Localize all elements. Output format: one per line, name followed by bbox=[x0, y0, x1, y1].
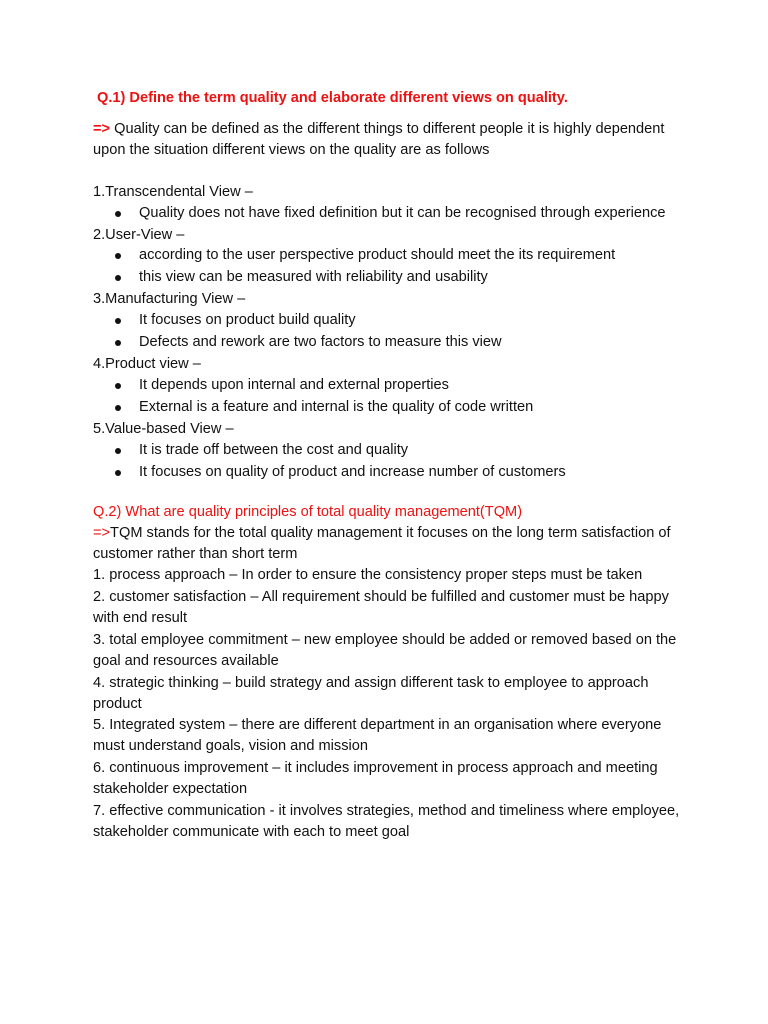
principle-item: 2. customer satisfaction – All requirement should be fulfilled and customer must be happy with end result bbox=[93, 589, 669, 626]
bullet-icon bbox=[115, 448, 121, 454]
bullet-icon bbox=[115, 470, 121, 476]
bullet-icon bbox=[115, 275, 121, 281]
list-item bbox=[139, 397, 693, 418]
view-points-manufacturing bbox=[93, 310, 693, 353]
principle-item: 7. effective communication - it involves strategies, method and timeliness where employee, stakeholder communicate with each to meet goal bbox=[93, 803, 680, 840]
list-item bbox=[139, 332, 693, 353]
bullet-icon bbox=[115, 253, 121, 259]
q1-answer-text: Quality can be defined as the different things to different people it is highly dependent upon the situation different views on the quality are as follows bbox=[93, 120, 665, 158]
q1-answer bbox=[93, 119, 693, 161]
bullet-icon bbox=[115, 405, 121, 411]
bullet-text: according to the user perspective product should meet the its requirement bbox=[139, 247, 616, 264]
bullet-text: It focuses on product build quality bbox=[139, 312, 356, 329]
view-points-value-based bbox=[93, 440, 693, 483]
list-item bbox=[139, 267, 693, 288]
bullet-text: External is a feature and internal is the quality of code written bbox=[139, 398, 534, 415]
view-heading-transcendental: 1.Transcendental View – bbox=[93, 183, 253, 200]
bullet-text: It focuses on quality of product and increase number of customers bbox=[139, 463, 566, 480]
principle-item: 3. total employee commitment – new employee should be added or removed based on the goal and resources available bbox=[93, 631, 677, 669]
principle-item: 5. Integrated system – there are different department in an organisation where everyone must understand goals, vision and mission bbox=[93, 717, 662, 755]
bullet-text: this view can be measured with reliability and usability bbox=[139, 269, 488, 286]
list-item bbox=[139, 310, 693, 331]
q1-title: Q.1) Define the term quality and elaborate different views on quality. bbox=[97, 90, 568, 106]
q2-answer-arrow: => bbox=[93, 525, 111, 542]
list-item bbox=[139, 245, 693, 266]
principle-item: 4. strategic thinking – build strategy and assign different task to employee to approach product bbox=[93, 674, 649, 712]
bullet-text: It depends upon internal and external properties bbox=[139, 376, 449, 393]
document-body bbox=[93, 88, 693, 844]
bullet-icon bbox=[115, 383, 121, 389]
view-heading-product: 4.Product view – bbox=[93, 355, 201, 372]
q2-answer bbox=[93, 523, 693, 565]
list-item bbox=[139, 203, 693, 224]
bullet-text: Quality does not have fixed definition but it can be recognised through experience bbox=[139, 204, 666, 221]
list-item bbox=[139, 440, 693, 461]
view-points-transcendental bbox=[93, 203, 693, 224]
bullet-text: Defects and rework are two factors to measure this view bbox=[139, 334, 502, 351]
list-item bbox=[139, 462, 693, 483]
q2-title: Q.2) What are quality principles of total quality management(TQM) bbox=[93, 504, 523, 521]
q2-answer-text: TQM stands for the total quality management it focuses on the long term satisfaction of customer rather than short term bbox=[93, 525, 671, 563]
list-item bbox=[139, 375, 693, 396]
view-heading-manufacturing: 3.Manufacturing View – bbox=[93, 291, 246, 308]
view-points-user bbox=[93, 245, 693, 288]
view-heading-user: 2.User-View – bbox=[93, 226, 185, 243]
view-heading-value-based: 5.Value-based View – bbox=[93, 420, 234, 437]
view-points-product bbox=[93, 375, 693, 418]
spacer bbox=[93, 161, 693, 182]
bullet-icon bbox=[115, 211, 121, 217]
bullet-text: It is trade off between the cost and quality bbox=[139, 441, 409, 458]
bullet-icon bbox=[115, 318, 121, 324]
q1-answer-arrow: => bbox=[93, 120, 111, 137]
bullet-icon bbox=[115, 340, 121, 346]
principle-item: 6. continuous improvement – it includes improvement in process approach and meeting stakeholder expectation bbox=[93, 760, 658, 798]
principle-item: 1. process approach – In order to ensure the consistency proper steps must be taken bbox=[93, 567, 643, 584]
